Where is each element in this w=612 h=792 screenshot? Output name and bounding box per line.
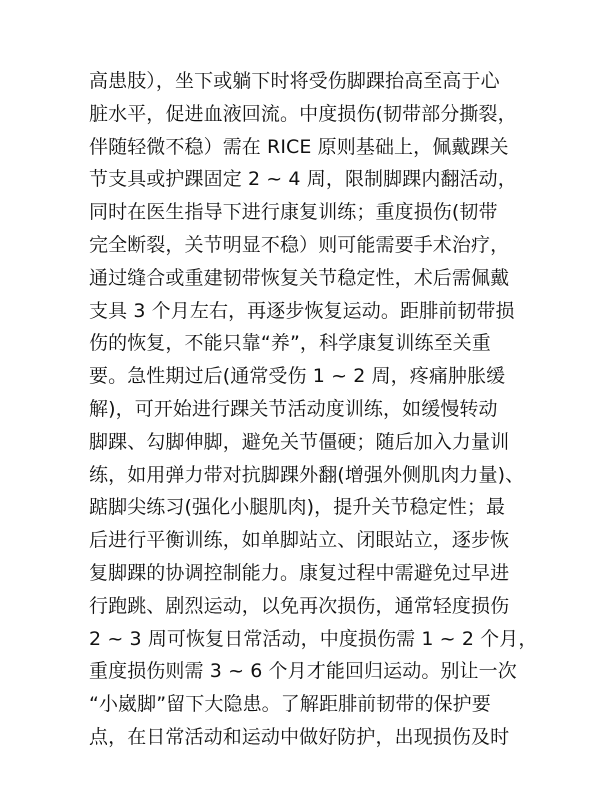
text-line: “小崴脚”留下大隐患。了解距腓前韧带的保护要 bbox=[89, 693, 491, 716]
text-line: 点，在日常活动和运动中做好防护，出现损伤及时 bbox=[89, 725, 510, 748]
text-line: 解)，可开始进行踝关节活动度训练，如缓慢转动 bbox=[89, 397, 498, 420]
text-line: 行跑跳、剧烈运动，以免再次损伤，通常轻度损伤 bbox=[89, 594, 510, 617]
text-line: 脏水平，促进血液回流。中度损伤(韧带部分撕裂， bbox=[89, 102, 517, 125]
text-line: 伴随轻微不稳）需在 RICE 原则基础上，佩戴踝关 bbox=[89, 135, 509, 158]
body-paragraph bbox=[89, 65, 549, 754]
text-line: 同时在医生指导下进行康复训练；重度损伤(韧带 bbox=[89, 201, 498, 224]
text-line: 复脚踝的协调控制能力。康复过程中需避免过早进 bbox=[89, 561, 510, 584]
text-line: 支具 3 个月左右，再逐步恢复运动。距腓前韧带损 bbox=[89, 299, 515, 322]
text-line: 脚踝、勾脚伸脚，避免关节僵硬；随后加入力量训 bbox=[89, 430, 510, 453]
text-line: 伤的恢复，不能只靠“养”，科学康复训练至关重 bbox=[89, 332, 491, 355]
text-line: 踮脚尖练习(强化小腿肌肉)，提升关节稳定性；最 bbox=[89, 496, 506, 519]
text-line: 高患肢），坐下或躺下时将受伤脚踝抬高至高于心 bbox=[89, 70, 500, 92]
text-line: 2 ~ 3 周可恢复日常活动，中度损伤需 1 ~ 2 个月， bbox=[89, 627, 538, 650]
text-line: 完全断裂，关节明显不稳）则可能需要手术治疗， bbox=[89, 233, 510, 256]
text-line: 通过缝合或重建韧带恢复关节稳定性，术后需佩戴 bbox=[89, 266, 510, 289]
text-line: 后进行平衡训练，如单脚站立、闭眼站立，逐步恢 bbox=[89, 529, 510, 552]
text-line: 节支具或护踝固定 2 ~ 4 周，限制脚踝内翻活动， bbox=[89, 168, 517, 191]
text-line: 重度损伤则需 3 ~ 6 个月才能回归运动。别让一次 bbox=[89, 660, 517, 683]
text-line: 要。急性期过后(通常受伤 1 ~ 2 周，疼痛肿胀缓 bbox=[89, 365, 506, 388]
text-line: 练，如用弹力带对抗脚踝外翻(增强外侧肌肉力量)、 bbox=[89, 463, 525, 486]
